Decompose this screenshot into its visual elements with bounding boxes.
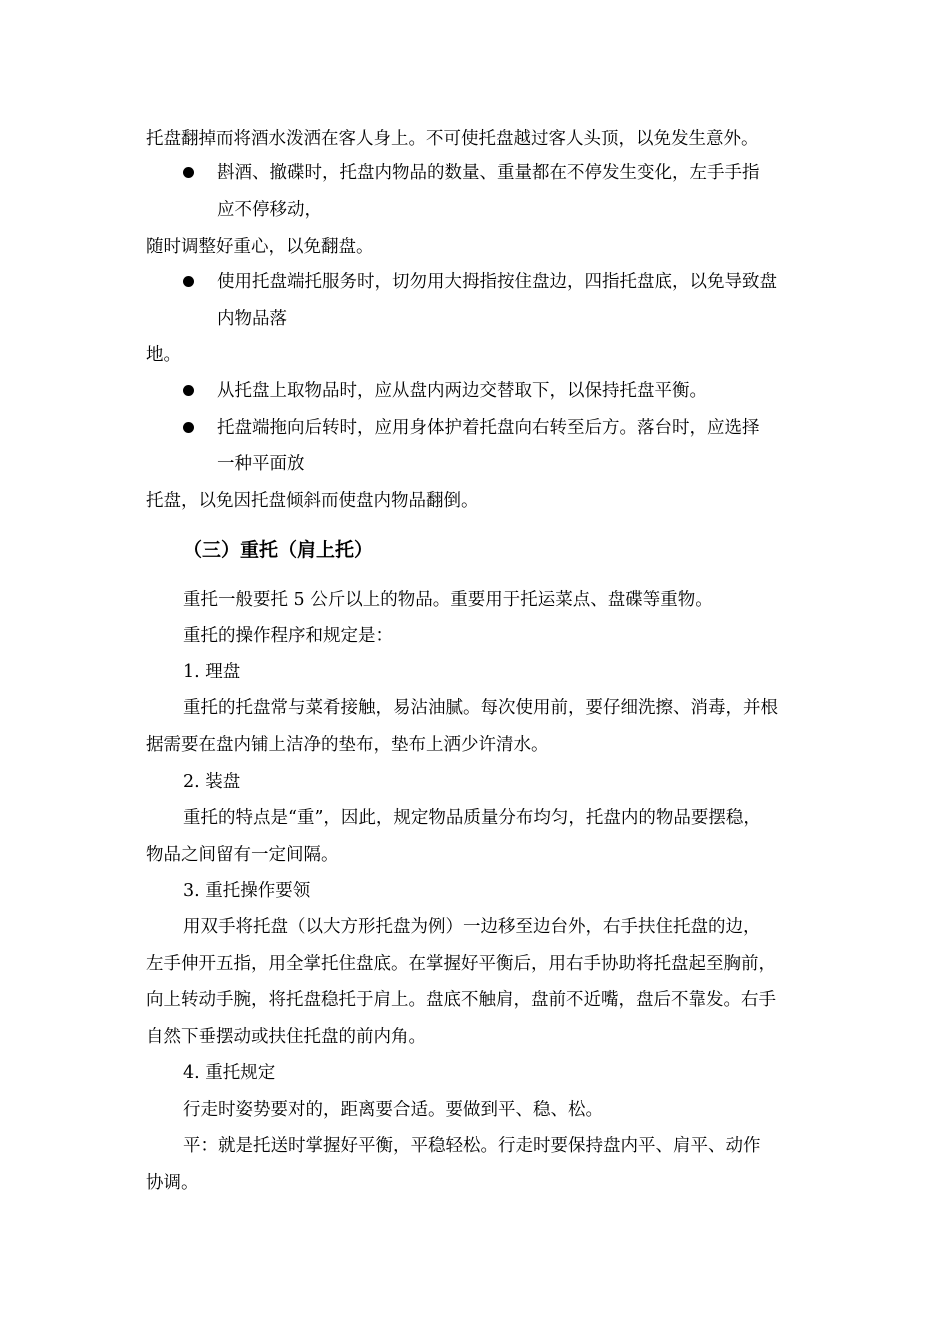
- bullet-icon: [183, 385, 194, 396]
- paragraph-line: 自然下垂摆动或扶住托盘的前内角。: [146, 1027, 426, 1047]
- paragraph-line: 物品之间留有一定间隔。: [146, 845, 339, 865]
- subsection-title: 1. 理盘: [183, 662, 241, 682]
- paragraph-line: 平：就是托送时掌握好平衡，平稳轻松。行走时要保持盘内平、肩平、动作: [183, 1136, 761, 1156]
- bullet-item-text: 从托盘上取物品时，应从盘内两边交替取下，以保持托盘平衡。: [217, 381, 707, 401]
- text-line: 托盘翻掉而将酒水泼洒在客人身上。不可使托盘越过客人头顶，以免发生意外。: [146, 129, 759, 149]
- bullet-item-continuation: 应不停移动，: [217, 200, 322, 220]
- bullet-item-continuation: 一种平面放: [217, 454, 305, 474]
- section-heading: （三）重托（肩上托）: [183, 539, 374, 561]
- paragraph-line: 重托一般要托 5 公斤以上的物品。重要用于托运菜点、盘碟等重物。: [183, 590, 713, 610]
- subsection-title: 4. 重托规定: [183, 1063, 276, 1083]
- bullet-item-continuation: 内物品落: [217, 309, 287, 329]
- paragraph-line: 向上转动手腕，将托盘稳托于肩上。盘底不触肩，盘前不近嘴，盘后不靠发。右手: [146, 990, 776, 1010]
- bullet-item-text: 托盘端拖向后转时，应用身体护着托盘向右转至后方。落台时，应选择: [217, 418, 760, 438]
- text-line: 托盘，以免因托盘倾斜而使盘内物品翻倒。: [146, 491, 479, 511]
- paragraph-line: 重托的操作程序和规定是：: [183, 626, 393, 646]
- bullet-item-text: 斟酒、撤碟时，托盘内物品的数量、重量都在不停发生变化，左手手指: [217, 163, 760, 183]
- subsection-title: 3. 重托操作要领: [183, 881, 311, 901]
- bullet-icon: [183, 422, 194, 433]
- text-line: 随时调整好重心，以免翻盘。: [146, 237, 374, 257]
- subsection-title: 2. 装盘: [183, 772, 241, 792]
- paragraph-line: 重托的托盘常与菜肴接触，易沾油腻。每次使用前，要仔细洗擦、消毒，并根: [183, 698, 778, 718]
- paragraph-line: 用双手将托盘（以大方形托盘为例）一边移至边台外，右手扶住托盘的边，: [183, 917, 761, 937]
- bullet-item-text: 使用托盘端托服务时，切勿用大拇指按住盘边，四指托盘底，以免导致盘: [217, 272, 777, 292]
- paragraph-line: 重托的特点是“重”，因此，规定物品质量分布均匀，托盘内的物品要摆稳，: [183, 808, 761, 828]
- paragraph-line: 行走时姿势要对的，距离要合适。要做到平、稳、松。: [183, 1100, 603, 1120]
- bullet-icon: [183, 167, 194, 178]
- paragraph-line: 协调。: [146, 1173, 199, 1193]
- text-line: 地。: [146, 345, 181, 365]
- bullet-icon: [183, 276, 194, 287]
- paragraph-line: 左手伸开五指，用全掌托住盘底。在掌握好平衡后，用右手协助将托盘起至胸前，: [146, 954, 776, 974]
- paragraph-line: 据需要在盘内铺上洁净的垫布，垫布上洒少许清水。: [146, 735, 549, 755]
